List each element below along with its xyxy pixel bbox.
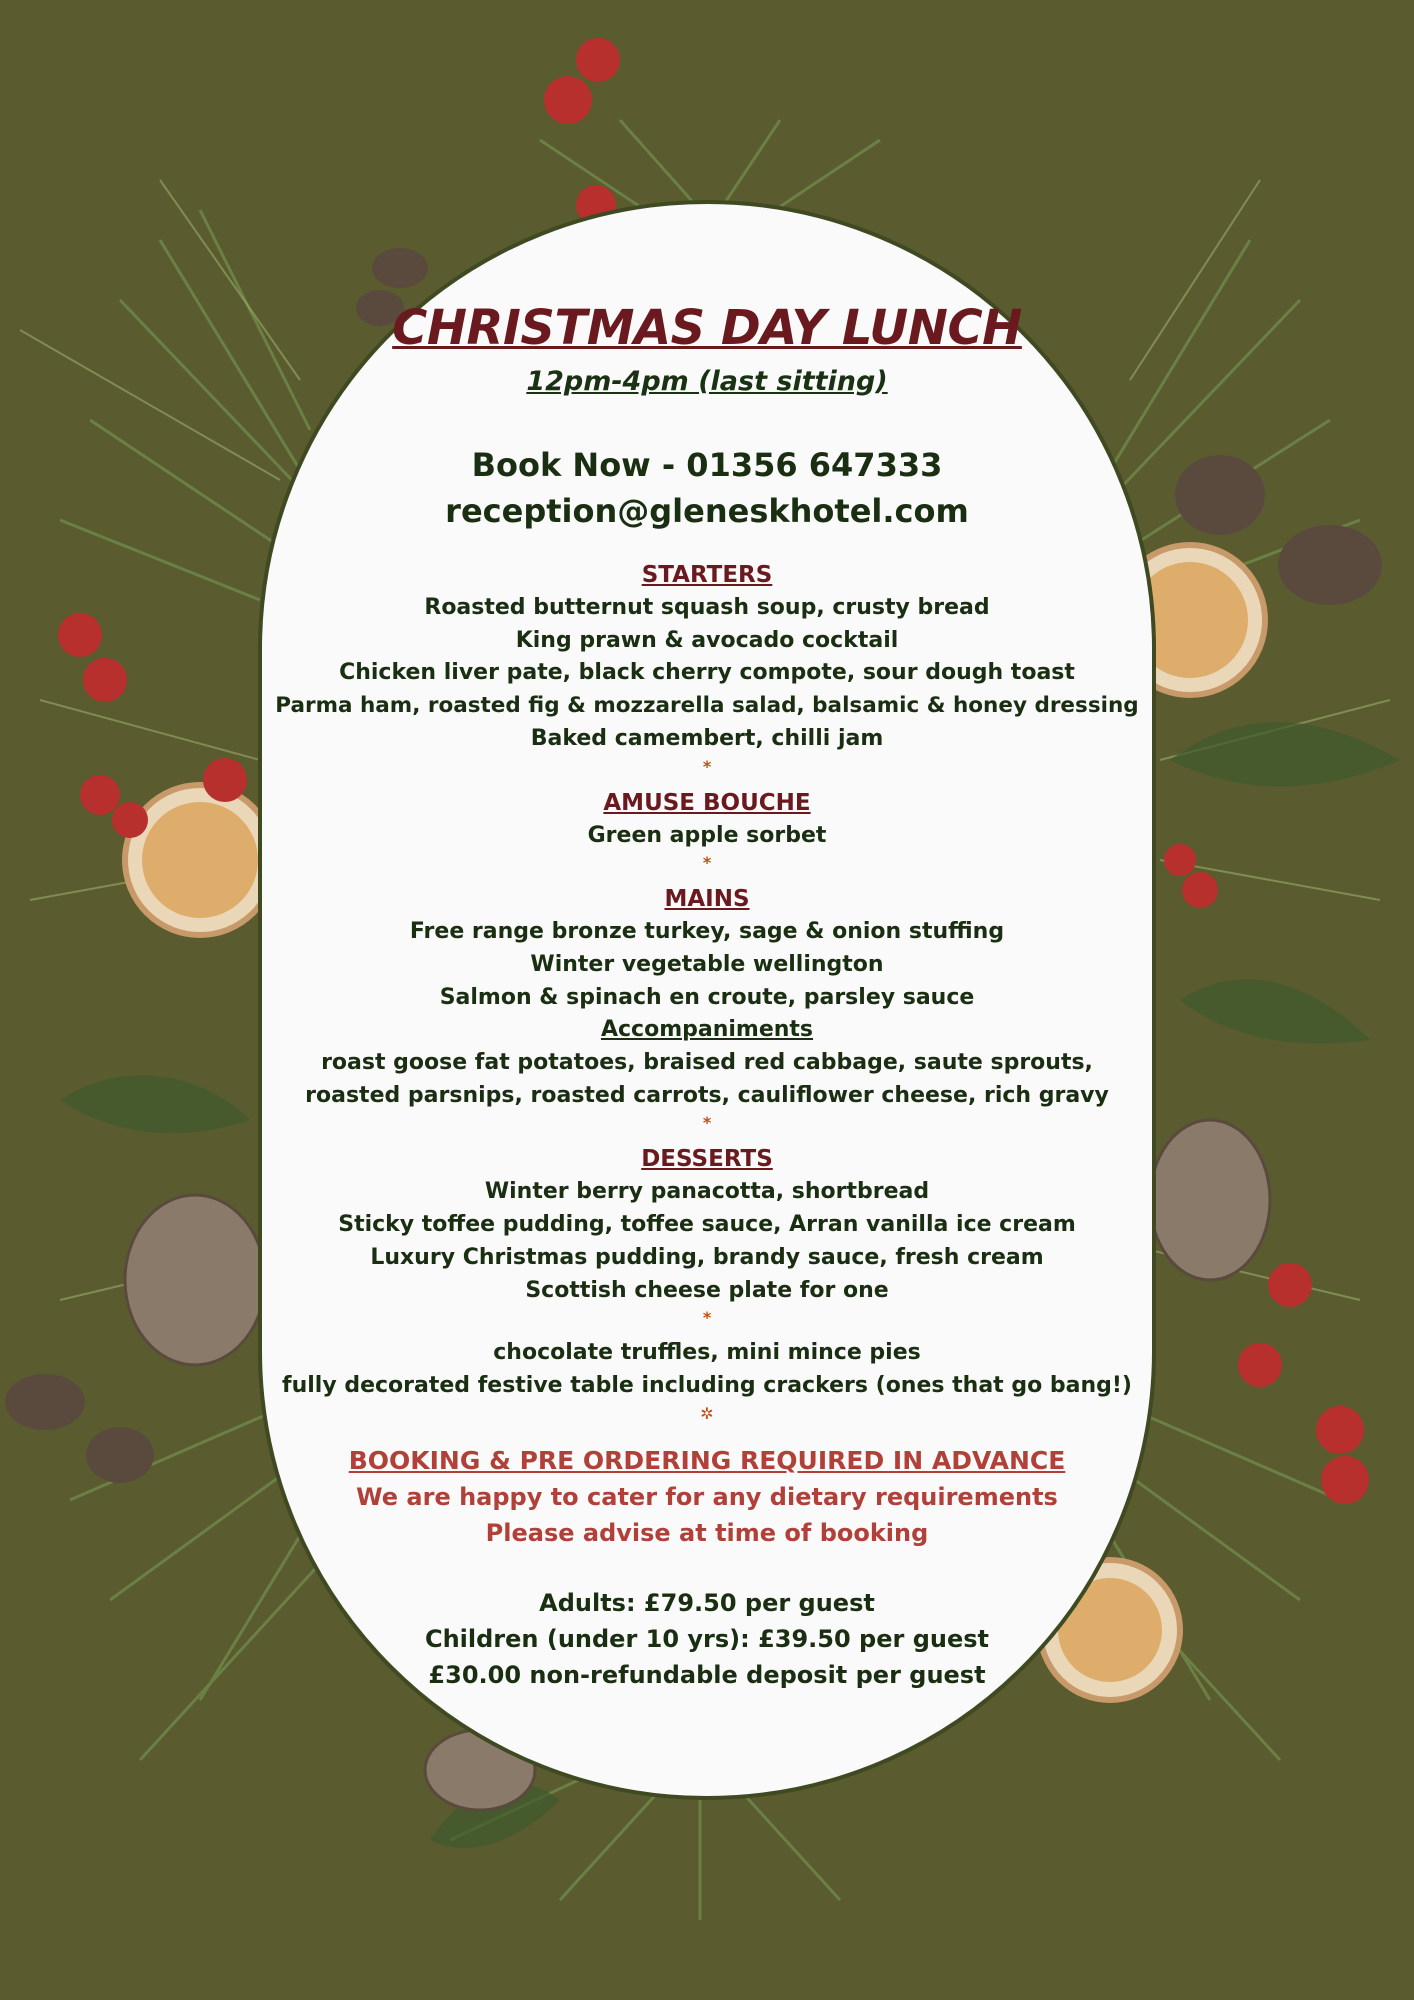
menu-content	[258, 296, 1156, 1693]
dessert-item: Sticky toffee pudding, toffee sauce, Arran vanilla ice cream	[338, 1212, 1076, 1238]
starter-item: Baked camembert, chilli jam	[530, 725, 884, 751]
dessert-item: Winter berry panacotta, shortbread	[484, 1179, 930, 1205]
starters-heading: STARTERS	[641, 562, 773, 588]
accompaniment-item: roast goose fat potatoes, braised red cabbage, saute sprouts,	[321, 1050, 1093, 1076]
section-separator-flourish: ✲	[700, 1403, 714, 1423]
main-item: Salmon & spinach en croute, parsley sauce	[439, 984, 975, 1010]
section-separator: *	[702, 1308, 712, 1328]
starter-item: Roasted butternut squash soup, crusty bread	[424, 595, 990, 620]
starter-item: Chicken liver pate, black cherry compote, sour dough toast	[339, 660, 1075, 686]
section-separator: *	[702, 756, 712, 776]
extra-item: fully decorated festive table including crackers (ones that go bang!)	[282, 1372, 1132, 1398]
section-separator: *	[702, 853, 712, 873]
mains-heading: MAINS	[664, 886, 750, 913]
amuse-item: Green apple sorbet	[587, 822, 827, 848]
main-item: Free range bronze turkey, sage & onion stuffing	[409, 919, 1005, 945]
price-list	[258, 1585, 1156, 1693]
starter-item: Parma ham, roasted fig & mozzarella salad, balsamic & honey dressing	[275, 693, 1139, 719]
dessert-item: Luxury Christmas pudding, brandy sauce, fresh cream	[370, 1244, 1044, 1270]
dietary-notice: We are happy to cater for any dietary requirements	[356, 1482, 1058, 1511]
advise-notice: Please advise at time of booking	[485, 1518, 929, 1547]
extra-item: chocolate truffles, mini mince pies	[493, 1340, 921, 1366]
accompaniments-heading: Accompaniments	[600, 1017, 814, 1043]
main-item: Winter vegetable wellington	[530, 951, 884, 977]
booking-email[interactable]: reception@gleneskhotel.com	[445, 492, 969, 530]
starter-item: King prawn & avocado cocktail	[515, 627, 899, 653]
booking-phone[interactable]: Book Now - 01356 647333	[471, 446, 943, 484]
child-price: Children (under 10 yrs): £39.50 per guest	[424, 1624, 990, 1653]
dessert-item: Scottish cheese plate for one	[525, 1277, 889, 1303]
page-title: CHRISTMAS DAY LUNCH	[392, 300, 1022, 356]
amuse-bouche-heading: AMUSE BOUCHE	[603, 789, 811, 816]
desserts-heading: DESSERTS	[641, 1146, 773, 1173]
booking-notice-heading: BOOKING & PRE ORDERING REQUIRED IN ADVANCE	[348, 1445, 1066, 1475]
sitting-time: 12pm-4pm (last sitting)	[526, 366, 888, 397]
adult-price: Adults: £79.50 per guest	[539, 1588, 875, 1617]
section-separator: *	[702, 1113, 712, 1133]
accompaniment-item: roasted parsnips, roasted carrots, cauliflower cheese, rich gravy	[305, 1082, 1109, 1108]
deposit-price: £30.00 non-refundable deposit per guest	[428, 1660, 986, 1689]
